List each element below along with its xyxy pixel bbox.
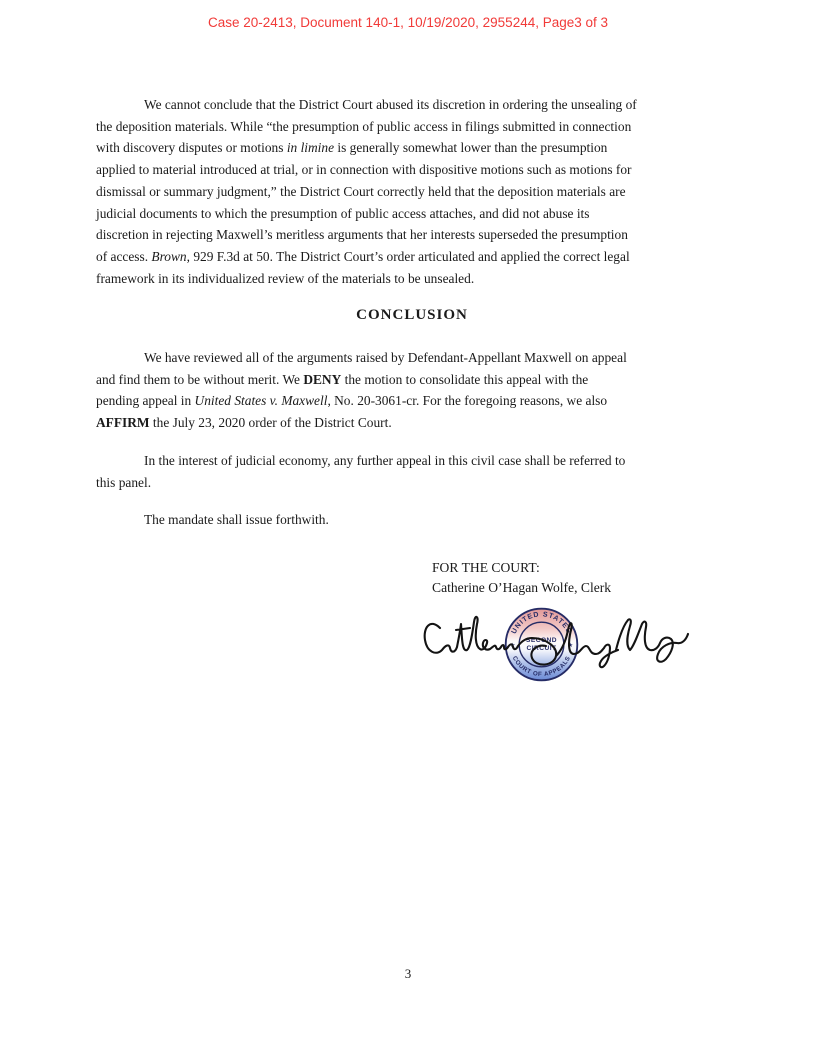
document-body <box>96 94 728 547</box>
text-line: with discovery disputes or motions in limine is generally somewhat lower than the presumption <box>96 140 608 156</box>
text-line: applied to material introduced at trial, or in connection with dispositive motions such as motions for <box>96 162 632 178</box>
text-line: In the interest of judicial economy, any further appeal in this civil case shall be referred to <box>144 452 626 468</box>
text-line: We have reviewed all of the arguments raised by Defendant-Appellant Maxwell on appeal <box>144 350 627 366</box>
paragraph-deny-affirm <box>96 347 728 434</box>
paragraph-unsealing-discretion <box>96 94 728 289</box>
text-line: We cannot conclude that the District Court abused its discretion in ordering the unsealing of <box>144 97 637 112</box>
text-line: this panel. <box>96 474 152 490</box>
text-line: The mandate shall issue forthwith. <box>144 512 329 528</box>
seal-center-line1: SECOND <box>525 636 558 644</box>
text-line: AFFIRM the July 23, 2020 order of the District Court. <box>96 415 392 431</box>
clerk-name-label: Catherine O’Hagan Wolfe, Clerk <box>432 579 612 595</box>
for-the-court-label: FOR THE COURT: <box>432 560 540 575</box>
text-line: pending appeal in United States v. Maxwell, No. 20-3061-cr. For the foregoing reasons, we also <box>96 393 608 409</box>
text-line: framework in its individualized review of the materials to be unsealed. <box>96 270 475 286</box>
text-line: and find them to be without merit. We DENY the motion to consolidate this appeal with the <box>96 371 589 387</box>
seal-bottom-arc-text: COURT OF APPEALS <box>510 654 573 679</box>
seal-right-star-icon: ★ <box>567 643 573 650</box>
seal-center-line2: CIRCUIT <box>526 644 557 652</box>
text-line: judicial documents to which the presumption of public access attaches, and did not abuse its <box>96 205 590 221</box>
paragraph-mandate <box>96 509 728 531</box>
text-line: dismissal or summary judgment,” the District Court correctly held that the deposition materials are <box>96 183 626 199</box>
seal-top-arc-text: UNITED STATES <box>509 610 574 636</box>
text-line: the deposition materials. While “the presumption of public access in filings submitted in connection <box>96 118 632 134</box>
clerk-signature <box>420 610 692 678</box>
seal-left-star-icon: ★ <box>510 643 516 650</box>
case-header-stamp: Case 20-2413, Document 140-1, 10/19/2020, 2955244, Page3 of 3 <box>207 15 609 30</box>
conclusion-heading: CONCLUSION <box>356 307 468 324</box>
signature-block <box>432 558 611 597</box>
page-number: 3 <box>404 966 412 981</box>
paragraph-judicial-economy <box>96 450 728 493</box>
signature-stroke <box>425 617 688 667</box>
text-line: discretion in rejecting Maxwell’s meritless arguments that her interests superseded the presumption <box>96 227 628 243</box>
text-line: of access. Brown, 929 F.3d at 50. The District Court’s order articulated and applied the correct legal <box>96 248 630 264</box>
